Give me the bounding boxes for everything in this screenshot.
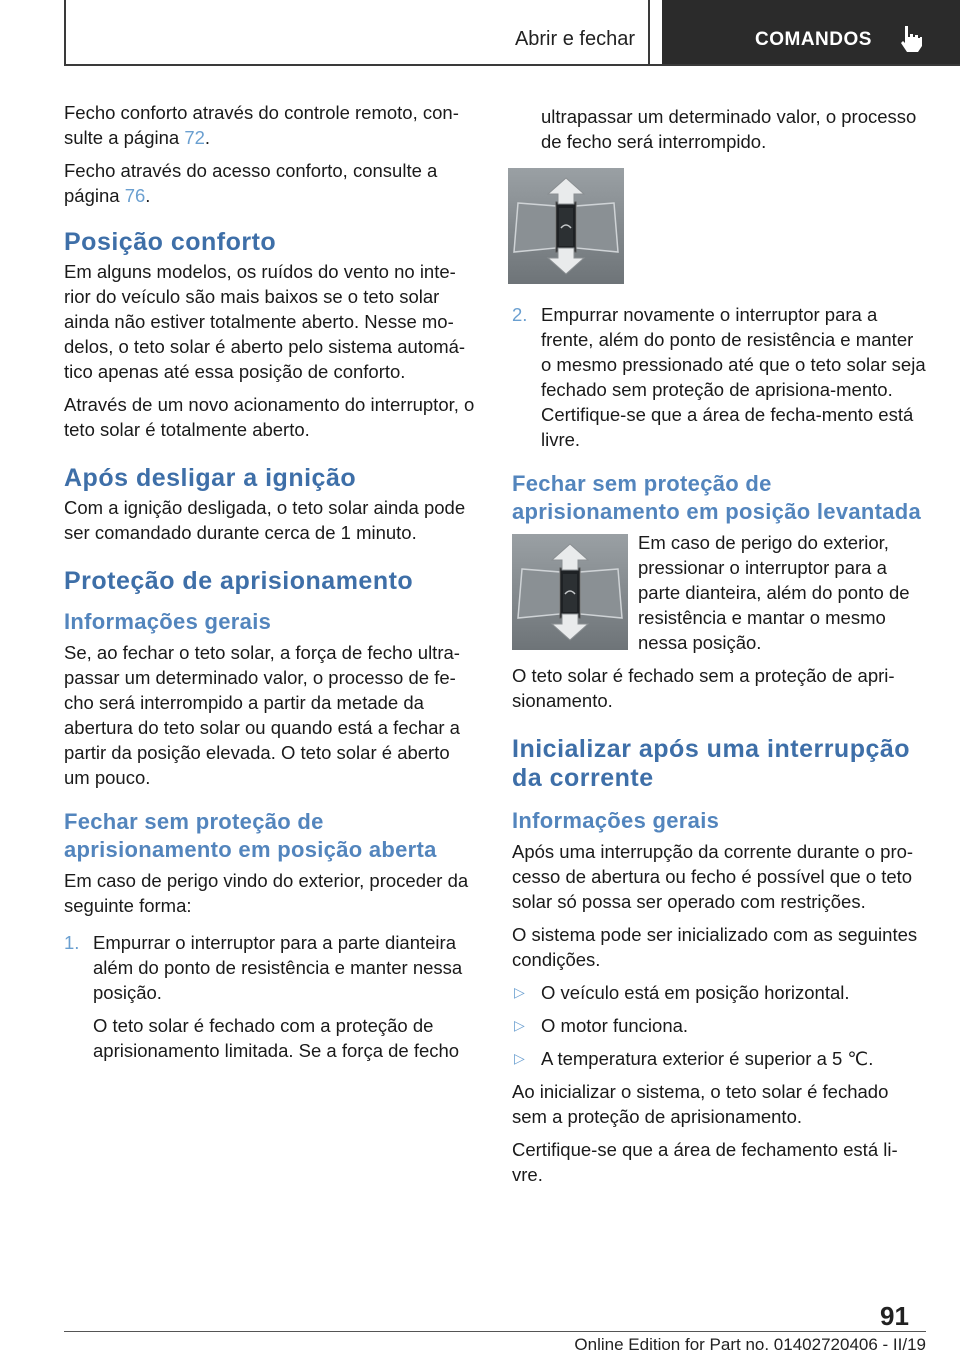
sunroof-switch-image (512, 534, 628, 650)
pointing-hand-icon (898, 24, 924, 54)
list-item: ▷ O motor funciona. (514, 1015, 689, 1036)
header-section-title: Abrir e fechar (514, 28, 635, 50)
levantada-block (512, 530, 928, 663)
paragraph-posicao-1: Em alguns modelos, os ruídos do vento no inte‐rior do veículo são mais baixos se o teto solar ainda não estiver totalmente aberto. Nesse mo‐delos, o teto solar é aberto pelo sistema automá‐tico apenas até essa posição de conforto. (64, 261, 466, 382)
list-item: ▷ A temperatura exterior é superior a 5 ℃. (514, 1048, 874, 1069)
paragraph-final-1: Ao inicializar o sistema, o teto solar é fechado sem a proteção de aprisionamento. (512, 1081, 889, 1127)
footer-edition: Online Edition for Part no. 01402720406 - II/19 (574, 1335, 926, 1354)
step-2 (512, 302, 928, 452)
triangle-bullet-icon: ▷ (514, 1050, 525, 1066)
heading-apos-desligar: Após desligar a ignição (64, 464, 357, 492)
paragraph-levantada-2: O teto solar é fechado sem a proteção de apri‐sionamento. (512, 665, 895, 711)
header-chapter-tab (662, 0, 960, 64)
step-1-continuation-2: ultrapassar um determinado valor, o processo de fecho será interrompido. (541, 106, 917, 152)
heading-fechar-levantada: Fechar sem proteção de aprisionamento em posição levantada (512, 471, 922, 524)
paragraph-fecho-acesso: Fecho através do acesso conforto, consulte a página 76. (64, 160, 438, 206)
heading-protecao: Proteção de aprisionamento (64, 567, 414, 595)
list-item: ▷ O veículo está em posição horizontal. (514, 982, 850, 1003)
sunroof-switch-image (508, 168, 624, 284)
step-text: Empurrar o interruptor para a parte dianteira além do ponto de resistência e manter nessa posição. (93, 932, 463, 1003)
page-link-72[interactable]: 72 (184, 127, 205, 148)
heading-posicao-conforto: Posição conforto (64, 228, 277, 256)
heading-inicializar: Inicializar após uma interrupção da corrente (512, 735, 911, 792)
heading-fechar-aberta: Fechar sem proteção de aprisionamento em posição aberta (64, 809, 437, 862)
heading-info-gerais-2: Informações gerais (512, 808, 720, 833)
paragraph-posicao-2: Através de um novo acionamento do interruptor, o teto solar é totalmente aberto. (64, 394, 475, 440)
step-1 (64, 930, 480, 1005)
left-column (64, 100, 480, 1071)
heading-info-gerais-1: Informações gerais (64, 609, 272, 634)
paragraph-info-2b: O sistema pode ser inicializado com as seguintes condições. (512, 924, 918, 970)
triangle-bullet-icon: ▷ (514, 1017, 525, 1033)
header-left-rule (64, 0, 66, 65)
header-chapter-label: COMANDOS (755, 29, 872, 50)
step-text: Empurrar novamente o interruptor para a frente, além do ponto de resistência e manter o mesmo pressionado até que o teto solar seja fechado sem proteção de aprisiona‐mento. Certifique-se que a área de fecha‐mento está livre. (541, 304, 926, 450)
paragraph-apos: Com a ignição desligada, o teto solar ainda pode ser comandado durante cerca de 1 minuto. (64, 497, 466, 543)
paragraph-fechar-aberta: Em caso de perigo vindo do exterior, proceder da seguinte forma: (64, 870, 469, 916)
paragraph-fecho-controle: Fecho conforto através do controle remoto, con‐sulte a página 72. (64, 102, 459, 148)
page-link-76[interactable]: 76 (124, 185, 146, 206)
triangle-bullet-icon: ▷ (514, 984, 525, 1000)
header-mid-rule (648, 0, 650, 65)
step-number: 1. (64, 932, 80, 953)
header-rule (64, 64, 960, 66)
conditions-list (512, 980, 928, 1071)
paragraph-info-1: Se, ao fechar o teto solar, a força de fecho ultra‐passar um determinado valor, o processo de fe‐cho será interrompido a partir da metade da abertura do teto solar ou quando está a fechar a partir da posição elevada. O teto solar é aberto um pouco. (64, 642, 460, 788)
step-number: 2. (512, 304, 528, 325)
paragraph-levantada: Em caso de perigo do exterior, pressionar o interruptor para a parte dianteira, além do ponto de resistência e mantar o mesmo nessa posição. (638, 532, 910, 653)
page-number: 91 (880, 1301, 909, 1331)
right-column (512, 104, 928, 1195)
paragraph-info-2a: Após uma interrupção da corrente durante o pro‐cesso de abertura ou fecho é possível que o teto solar só possa ser operado com restrições. (512, 841, 914, 912)
footer-rule (64, 1331, 926, 1332)
paragraph-final-2: Certifique-se que a área de fechamento está li‐vre. (512, 1139, 898, 1185)
step-1-continuation: O teto solar é fechado com a proteção de aprisionamento limitada. Se a força de fecho (93, 1015, 460, 1061)
